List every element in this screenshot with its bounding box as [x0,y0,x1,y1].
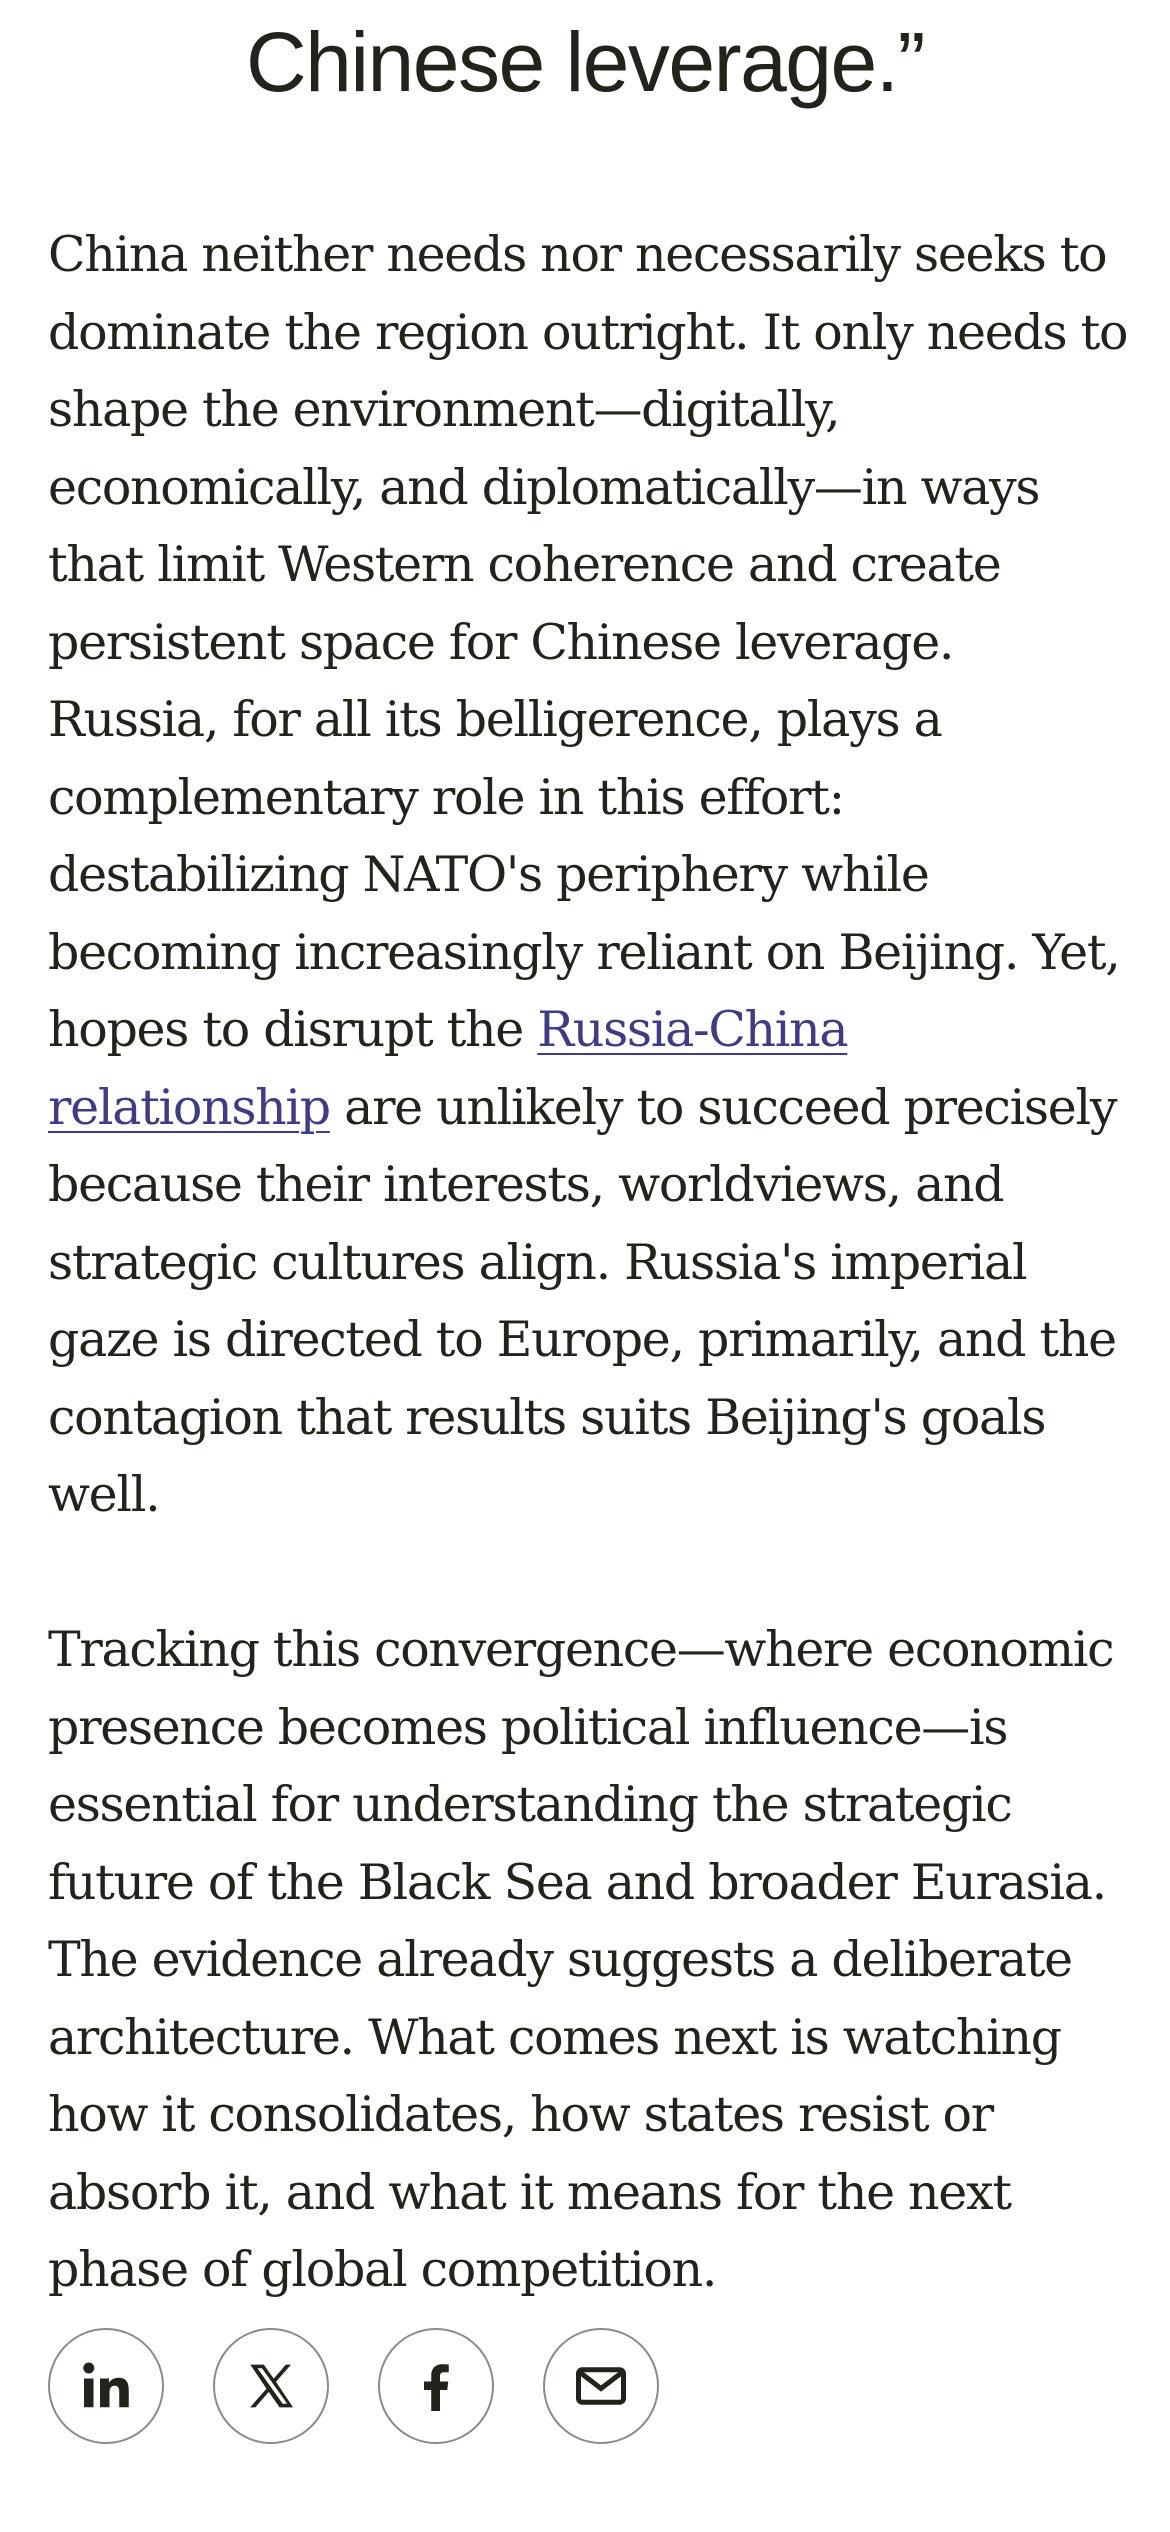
russia-china-relationship-link[interactable]: Russia-China relationship [48,1001,848,1136]
pull-quote-ending: Chinese leverage.” [245,15,925,109]
share-bar [48,2328,659,2444]
share-linkedin-button[interactable] [48,2328,164,2444]
share-x-button[interactable] [213,2328,329,2444]
share-email-button[interactable] [543,2328,659,2444]
email-icon [571,2356,631,2416]
article-paragraph [48,216,1133,1534]
article-body [48,216,1133,2386]
facebook-icon [406,2356,466,2416]
share-facebook-button[interactable] [378,2328,494,2444]
article-paragraph: Tracking this convergence—where economic presence becomes political influence—is essential for understanding the strategic future of the Black Sea and broader Eurasia. The evidence already suggests a deliberate architecture. What comes next is watching how it consolidates, how states resist or absorb it, and what it means for the next phase of global competition. [48,1621,1114,2298]
x-icon [244,2359,298,2413]
paragraph-text: are unlikely to succeed precisely because their interests, worldviews, and strategic cultures align. Russia's imperial gaze is directed to Europe, primarily, and the contagion that results suits Beijing's goals well. [48,1078,1117,1523]
paragraph-text: China neither needs nor necessarily seeks to dominate the region outright. It only needs to shape the environment—digitally, economically, and diplomatically—in ways that limit Western coherence and create persistent space for Chinese leverage. Russia, for all its belligerence, plays a complementary role in this effort: destabilizing NATO's periphery while becoming increasingly reliant on Beijing. Yet, hopes to disrupt the [48,226,1128,1058]
linkedin-icon [76,2356,136,2416]
